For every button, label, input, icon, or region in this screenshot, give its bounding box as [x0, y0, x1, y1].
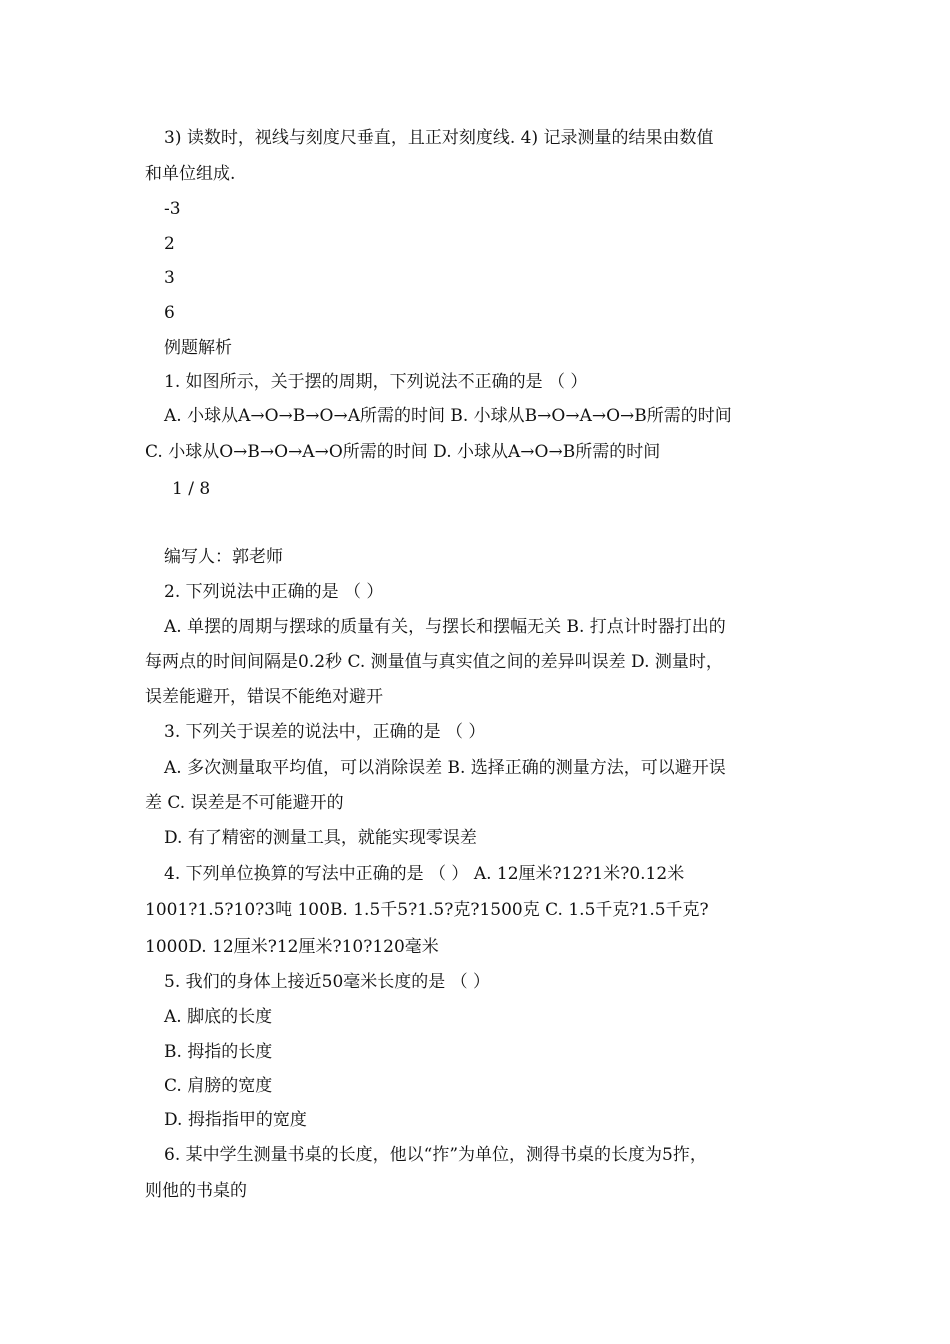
answer-options: 1000D. 12厘米?12厘米?10?120毫米: [145, 937, 439, 957]
answer-options: A. 多次测量取平均值，可以消除误差 B. 选择正确的测量方法，可以避开误: [164, 758, 726, 778]
question-stem: 则他的书桌的: [145, 1181, 247, 1201]
text-line: 和单位组成.: [145, 164, 236, 184]
question-stem: 3. 下列关于误差的说法中，正确的是 （ ）: [164, 722, 486, 742]
question-stem: 6. 某中学生测量书桌的长度，他以“拃”为单位，测得书桌的长度为5拃，: [164, 1145, 707, 1165]
question-stem: 4. 下列单位换算的写法中正确的是 （ ） A. 12厘米?12?1米?0.12米: [164, 864, 685, 884]
page-number: 1 / 8: [172, 479, 211, 499]
answer-option: C. 肩膀的宽度: [164, 1076, 273, 1096]
text-line: 6: [164, 303, 175, 323]
answer-option: D. 拇指指甲的宽度: [164, 1110, 307, 1130]
answer-options: A. 单摆的周期与摆球的质量有关，与摆长和摆幅无关 B. 打点计时器打出的: [164, 617, 726, 637]
question-stem: 2. 下列说法中正确的是 （ ）: [164, 582, 384, 602]
section-heading: 例题解析: [164, 338, 232, 358]
answer-options: A. 小球从A→O→B→O→A所需的时间 B. 小球从B→O→A→O→B所需的时间: [164, 406, 732, 426]
question-stem: 1. 如图所示，关于摆的周期，下列说法不正确的是 （ ）: [164, 372, 588, 392]
answer-option: D. 有了精密的测量工具，就能实现零误差: [164, 828, 477, 848]
author-line: 编写人：郭老师: [164, 547, 283, 567]
answer-option: A. 脚底的长度: [164, 1007, 273, 1027]
text-line: -3: [164, 199, 181, 219]
question-stem: 5. 我们的身体上接近50毫米长度的是 （ ）: [164, 972, 491, 992]
answer-options: 差 C. 误差是不可能避开的: [145, 793, 344, 813]
answer-option: B. 拇指的长度: [164, 1042, 273, 1062]
answer-options: C. 小球从O→B→O→A→O所需的时间 D. 小球从A→O→B所需的时间: [145, 442, 661, 462]
answer-options: 误差能避开，错误不能绝对避开: [145, 687, 383, 707]
answer-options: 每两点的时间间隔是0.2秒 C. 测量值与真实值之间的差异叫误差 D. 测量时，: [145, 652, 723, 672]
text-line: 3) 读数时，视线与刻度尺垂直，且正对刻度线. 4) 记录测量的结果由数值: [164, 128, 714, 148]
text-line: 2: [164, 234, 175, 254]
text-line: 3: [164, 268, 175, 288]
answer-options: 1001?1.5?10?3吨 100B. 1.5千5?1.5?克?1500克 C. 1.5千克?1.5千克?: [145, 900, 709, 920]
